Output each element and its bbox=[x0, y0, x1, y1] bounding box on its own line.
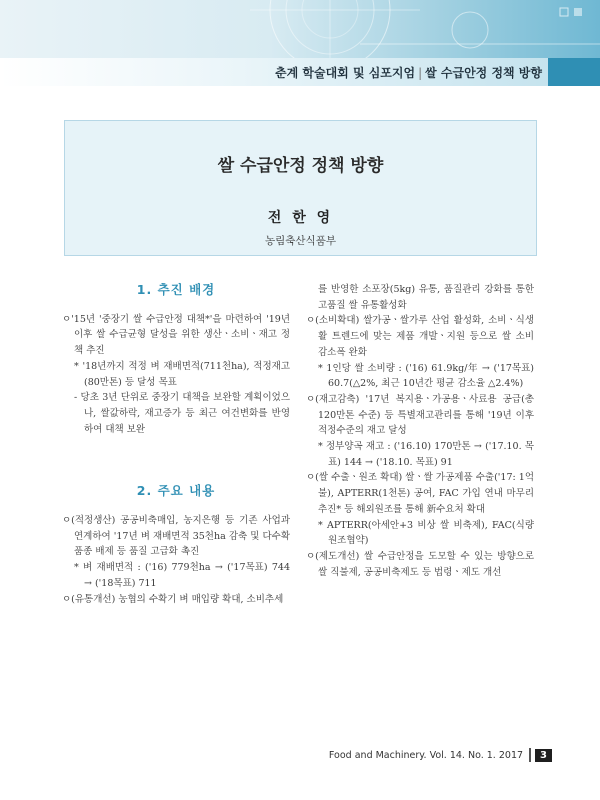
article-topic-label: 쌀 수급안정 정책 방향 bbox=[425, 66, 542, 80]
article-title: 쌀 수급안정 정책 방향 bbox=[217, 156, 384, 176]
section-heading-background: 1. 추진 배경 bbox=[136, 282, 216, 297]
paragraph: ㅇ(쌀 수출ㆍ원조 확대) 쌀ㆍ쌀 가공제품 수출('17: 1억불), APTERR(1천톤) 공여, FAC 가입 연내 마무리 추진* 등 해외원조를 통해 新수요처 확대 bbox=[306, 472, 534, 515]
page-footer bbox=[329, 748, 552, 762]
note: * 1인당 쌀 소비량 : ('16) 61.9kg/年 → ('17목표) 60.7(△2%, 최근 10년간 평균 감소율 △2.4%) bbox=[318, 362, 534, 390]
paragraph: ㅇ'15년 '중장기 쌀 수급안정 대책*'을 마련하여 '19년 이후 쌀 수급균형 달성을 위한 생산ㆍ소비ㆍ재고 정책 추진 bbox=[62, 313, 290, 357]
footer-divider bbox=[529, 748, 531, 762]
journal-citation: Food and Machinery. Vol. 14. No. 1. 2017 bbox=[328, 749, 524, 761]
paragraph-continued: 를 반영한 소포장(5kg) 유통, 품질관리 강화를 통한 고품질 쌀 유통활성화 bbox=[318, 284, 534, 311]
header-banner bbox=[0, 0, 600, 58]
running-header bbox=[0, 58, 600, 86]
running-header-text bbox=[275, 64, 542, 81]
paragraph: ㅇ(재고감축) '17년 복지용ㆍ가공용ㆍ사료용 공급(총 120만톤 수준) 등 특별재고관리를 통해 '19년 이후 적정수준의 재고 달성 bbox=[306, 393, 534, 437]
note: * 정부양곡 재고 : ('16.10) 170만톤 → ('17.10. 목표) 144 → ('18.10. 목표) 91 bbox=[318, 441, 534, 468]
paragraph: ㅇ(적정생산) 공공비축매입, 농지은행 등 기존 사업과 연계하여 '17년 벼 재배면적 35천ha 감축 및 다수확 품종 배제 등 품질 고급화 촉진 bbox=[62, 515, 290, 558]
title-box bbox=[64, 120, 537, 256]
header-separator: | bbox=[418, 66, 423, 80]
paragraph: ㅇ(제도개선) 쌀 수급안정을 도모할 수 있는 방향으로 쌀 직불제, 공공비축제도 등 법령ㆍ제도 개선 bbox=[306, 550, 534, 578]
page-number: 3 bbox=[535, 749, 552, 762]
note: * '18년까지 적정 벼 재배면적(711천ha), 적정재고 (80만톤) 등 달성 목표 bbox=[74, 360, 290, 388]
section-heading-main-content: 2. 주요 내용 bbox=[136, 483, 216, 499]
paragraph: - 당초 3년 단위로 중장기 대책을 보완할 계획이었으나, 쌀값하락, 재고증가 등 최근 여건변화를 반영하여 대책 보완 bbox=[74, 392, 290, 435]
corner-tab bbox=[548, 58, 600, 86]
note: * APTERR(아세안+3 비상 쌀 비축제), FAC(식량원조협약) bbox=[318, 519, 534, 547]
right-column bbox=[306, 282, 534, 580]
journal-section-label: 춘계 학술대회 및 심포지엄 bbox=[275, 66, 416, 80]
note: * 벼 재배면적 : ('16) 779천ha → ('17목표) 744 → ('18목표) 711 bbox=[74, 562, 290, 589]
paragraph: ㅇ(소비확대) 쌀가공ㆍ쌀가루 산업 활성화, 소비ㆍ식생활 트렌드에 맞는 제품 개발ㆍ지원 등으로 쌀 소비 감소폭 완화 bbox=[306, 315, 534, 358]
author-affiliation: 농림축산식품부 bbox=[264, 235, 336, 247]
decorative-circle-graphic bbox=[0, 0, 600, 58]
paragraph: ㅇ(유통개선) 농협의 수확기 벼 매입량 확대, 소비추세 bbox=[62, 593, 284, 605]
left-column bbox=[62, 282, 290, 607]
author-name: 전 한 영 bbox=[267, 210, 334, 226]
